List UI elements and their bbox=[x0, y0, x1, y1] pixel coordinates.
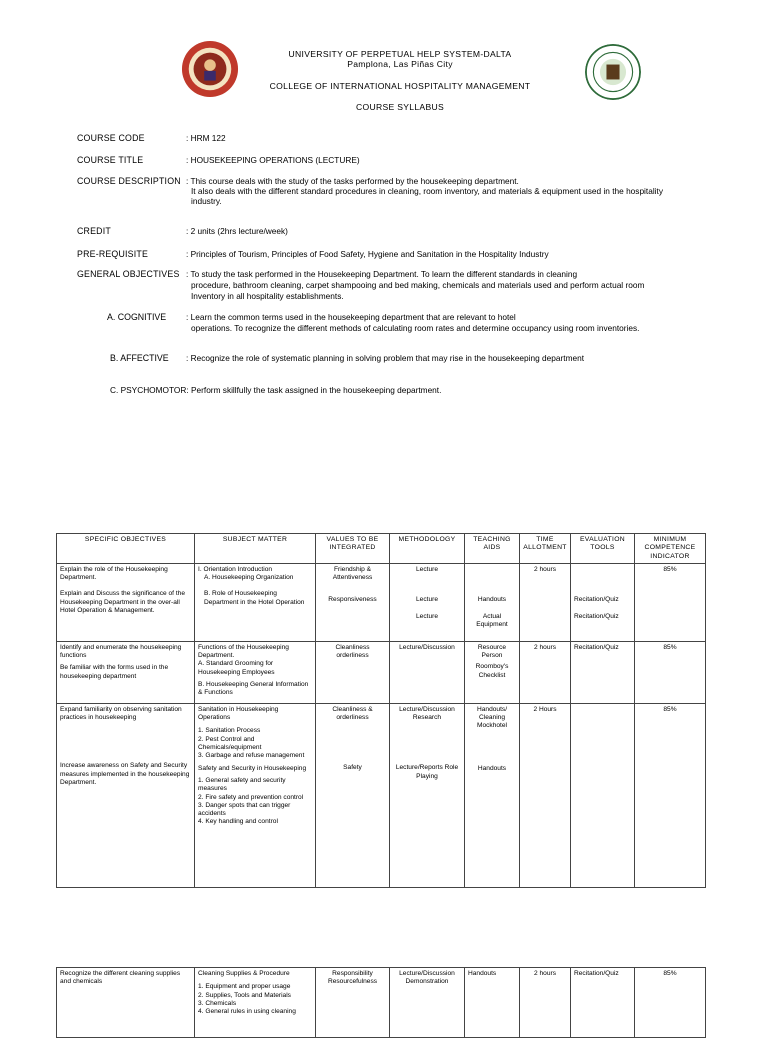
affective-label: B. AFFECTIVE bbox=[110, 353, 169, 363]
university-location: Pamplona, Las Piñas City bbox=[347, 59, 453, 69]
cell-text: Safety bbox=[343, 764, 362, 772]
course-title-value: : HOUSEKEEPING OPERATIONS (LECTURE) bbox=[186, 155, 360, 165]
cell-evaluation: Recitation/Quiz bbox=[571, 968, 635, 1038]
cell-values bbox=[316, 563, 390, 641]
cell-values bbox=[316, 703, 390, 887]
table-header-row bbox=[57, 534, 706, 564]
cell-text: 2. Fire safety and prevention control bbox=[198, 793, 304, 801]
cell-time: 2 Hours bbox=[520, 703, 571, 887]
cell-competence: 85% bbox=[635, 968, 706, 1038]
cell-text: 1. General safety and security measures bbox=[198, 776, 286, 793]
cell-text: Sanitation in Housekeeping Operations bbox=[198, 705, 279, 722]
cell-methodology bbox=[390, 703, 465, 887]
cell-text: Handouts bbox=[477, 595, 507, 603]
cell-competence: 85% bbox=[635, 703, 706, 887]
table-row bbox=[57, 968, 706, 1038]
cell-competence: 85% bbox=[635, 563, 706, 641]
cell-text: Actual Equipment bbox=[476, 613, 508, 629]
cell-subject bbox=[195, 703, 316, 887]
cell-text: B. Housekeeping General Information & Functions bbox=[198, 681, 309, 697]
cell-objectives bbox=[57, 563, 195, 641]
table-row bbox=[57, 563, 706, 641]
cell-text: Increase awareness on Safety and Security measures implemented in the housekeeping Department. bbox=[60, 762, 190, 787]
cognitive-label: A. COGNITIVE bbox=[107, 312, 167, 322]
cell-aids bbox=[465, 641, 520, 703]
cell-text: Handouts/ Cleaning Mockhotel bbox=[476, 705, 508, 730]
cell-text: Cleaning Supplies & Procedure bbox=[198, 970, 290, 977]
cell-methodology: Lecture/Discussion Demonstration bbox=[390, 968, 465, 1038]
cell-evaluation bbox=[571, 703, 635, 887]
header-minimum-competence: MINIMUM COMPETENCE INDICATOR bbox=[635, 534, 706, 564]
header-methodology: METHODOLOGY bbox=[390, 534, 465, 564]
cell-aids bbox=[465, 703, 520, 887]
university-name: UNIVERSITY OF PERPETUAL HELP SYSTEM-DALTA bbox=[288, 49, 512, 59]
header-time-allotment: TIME ALLOTMENT bbox=[520, 534, 571, 564]
cognitive-line2: operations. To recognize the different methods of calculating room rates and determine occupancy using room inventories. bbox=[191, 323, 640, 333]
cell-text: 2. Supplies, Tools and Materials bbox=[198, 991, 291, 999]
header-teaching-aids: TEACHING AIDS bbox=[465, 534, 520, 564]
cell-text: Lecture/Reports Role Playing bbox=[395, 764, 459, 780]
cell-text: Be familiar with the forms used in the housekeeping department bbox=[60, 664, 169, 680]
cognitive-line1: : Learn the common terms used in the housekeeping department that are relevant to hotel bbox=[186, 312, 516, 322]
cell-subject bbox=[195, 563, 316, 641]
cell-text: B. Role of Housekeeping Department in the Hotel Operation bbox=[204, 590, 305, 606]
course-description-label: COURSE DESCRIPTION bbox=[77, 176, 181, 186]
cell-objectives bbox=[57, 703, 195, 887]
cell-text: Friendship & Attentiveness bbox=[332, 565, 373, 582]
credit-value: : 2 units (2hrs lecture/week) bbox=[186, 226, 288, 236]
cell-aids: Handouts bbox=[465, 968, 520, 1038]
cell-time: 2 hours bbox=[520, 563, 571, 641]
cell-text: Roomboy's Checklist bbox=[475, 663, 509, 679]
syllabus-table-continued bbox=[56, 967, 706, 1038]
cell-text: Explain and Discuss the significance of the Housekeeping Department in the over-all Hotel Operation & Management. bbox=[60, 590, 185, 615]
table-row bbox=[57, 641, 706, 703]
cell-text: Explain the role of the Housekeeping Department. bbox=[60, 565, 168, 582]
cell-text: 4. Key handling and control bbox=[198, 818, 278, 826]
cell-text: Safety and Security in Housekeeping bbox=[198, 764, 307, 772]
cell-objectives bbox=[57, 641, 195, 703]
cell-text: A. Housekeeping Organization bbox=[204, 574, 294, 582]
psychomotor-text: C. PSYCHOMOTOR: Perform skillfully the task assigned in the housekeeping department. bbox=[110, 385, 442, 395]
document-title: COURSE SYLLABUS bbox=[355, 102, 445, 112]
header-subject-matter: SUBJECT MATTER bbox=[195, 534, 316, 564]
cell-text: Functions of the Housekeeping Department. bbox=[198, 643, 289, 660]
course-title-label: COURSE TITLE bbox=[77, 155, 144, 165]
course-description-line1: : This course deals with the study of the tasks performed by the housekeeping department. bbox=[186, 176, 519, 186]
cell-evaluation: Recitation/Quiz bbox=[571, 641, 635, 703]
cell-time: 2 hours bbox=[520, 968, 571, 1038]
cell-text: Lecture bbox=[416, 613, 438, 621]
header-evaluation-tools: EVALUATION TOOLS bbox=[571, 534, 635, 564]
cell-methodology bbox=[390, 563, 465, 641]
syllabus-table bbox=[56, 533, 706, 888]
credit-label: CREDIT bbox=[77, 226, 111, 236]
table-row bbox=[57, 703, 706, 887]
cell-text: Responsiveness bbox=[328, 596, 377, 604]
header-specific-objectives: SPECIFIC OBJECTIVES bbox=[57, 534, 195, 564]
cell-values: Cleanliness orderliness bbox=[316, 641, 390, 703]
cell-text: Identify and enumerate the housekeeping functions bbox=[60, 643, 182, 660]
cell-text: 1. Sanitation Process bbox=[198, 727, 261, 735]
cell-text: 3. Garbage and refuse management bbox=[198, 752, 305, 760]
cell-text: Lecture bbox=[416, 596, 438, 604]
prerequisite-label: PRE-REQUISITE bbox=[77, 249, 149, 259]
cell-aids bbox=[465, 563, 520, 641]
cell-text: Lecture/Discussion Research bbox=[399, 705, 455, 722]
cell-text: Handouts bbox=[477, 764, 507, 772]
cell-time: 2 hours bbox=[520, 641, 571, 703]
cell-text: 3. Chemicals bbox=[198, 999, 237, 1007]
college-name: COLLEGE OF INTERNATIONAL HOSPITALITY MANAGEMENT bbox=[269, 81, 531, 91]
course-code-value: : HRM 122 bbox=[186, 133, 226, 143]
cell-evaluation bbox=[571, 563, 635, 641]
cell-subject bbox=[195, 968, 316, 1038]
cell-text: Lecture bbox=[416, 565, 438, 573]
affective-value: : Recognize the role of systematic planning in solving problem that may rise in the housekeeping department bbox=[186, 353, 585, 363]
cell-text: 3. Danger spots that can trigger accidents bbox=[198, 801, 291, 818]
cell-text: A. Standard Grooming for Housekeeping Employees bbox=[198, 660, 275, 676]
cell-text: 4. General rules in using cleaning bbox=[198, 1008, 296, 1016]
course-description-line3: industry. bbox=[191, 196, 222, 206]
cell-text: Recitation/Quiz bbox=[574, 595, 619, 603]
cell-text: Recitation/Quiz bbox=[574, 613, 619, 621]
course-description-line2: It also deals with the different standard procedures in cleaning, room inventory, and materials & equipment used in the hospitality bbox=[191, 186, 663, 196]
cell-competence: 85% bbox=[635, 641, 706, 703]
cell-values: Responsibility Resourcefulness bbox=[316, 968, 390, 1038]
header-values: VALUES TO BE INTEGRATED bbox=[316, 534, 390, 564]
cell-subject bbox=[195, 641, 316, 703]
cell-objectives: Recognize the different cleaning supplies and chemicals bbox=[57, 968, 195, 1038]
cell-text: 1. Equipment and proper usage bbox=[198, 983, 291, 991]
cell-text: 2. Pest Control and Chemicals/equipment bbox=[198, 735, 262, 752]
cell-methodology: Lecture/Discussion bbox=[390, 641, 465, 703]
cell-text: Resource Person bbox=[477, 643, 507, 660]
general-objectives-line3: Inventory in all hospitality establishments. bbox=[191, 291, 344, 301]
general-objectives-label: GENERAL OBJECTIVES bbox=[77, 269, 180, 279]
cell-text: I. Orientation Introduction bbox=[198, 565, 273, 573]
prerequisite-value: : Principles of Tourism, Principles of Food Safety, Hygiene and Sanitation in the Hospitality Industry bbox=[186, 249, 549, 259]
cell-text: Expand familiarity on observing sanitation practices in housekeeping bbox=[60, 705, 182, 722]
general-objectives-line2: procedure, bathroom cleaning, carpet shampooing and bed making, chemicals and materials used and perform actual room bbox=[191, 280, 645, 290]
course-code-label: COURSE CODE bbox=[77, 133, 145, 143]
cell-text: Cleanliness & orderliness bbox=[332, 705, 373, 722]
general-objectives-line1: : To study the task performed in the Housekeeping Department. To learn the different standards in cleaning bbox=[186, 269, 578, 279]
